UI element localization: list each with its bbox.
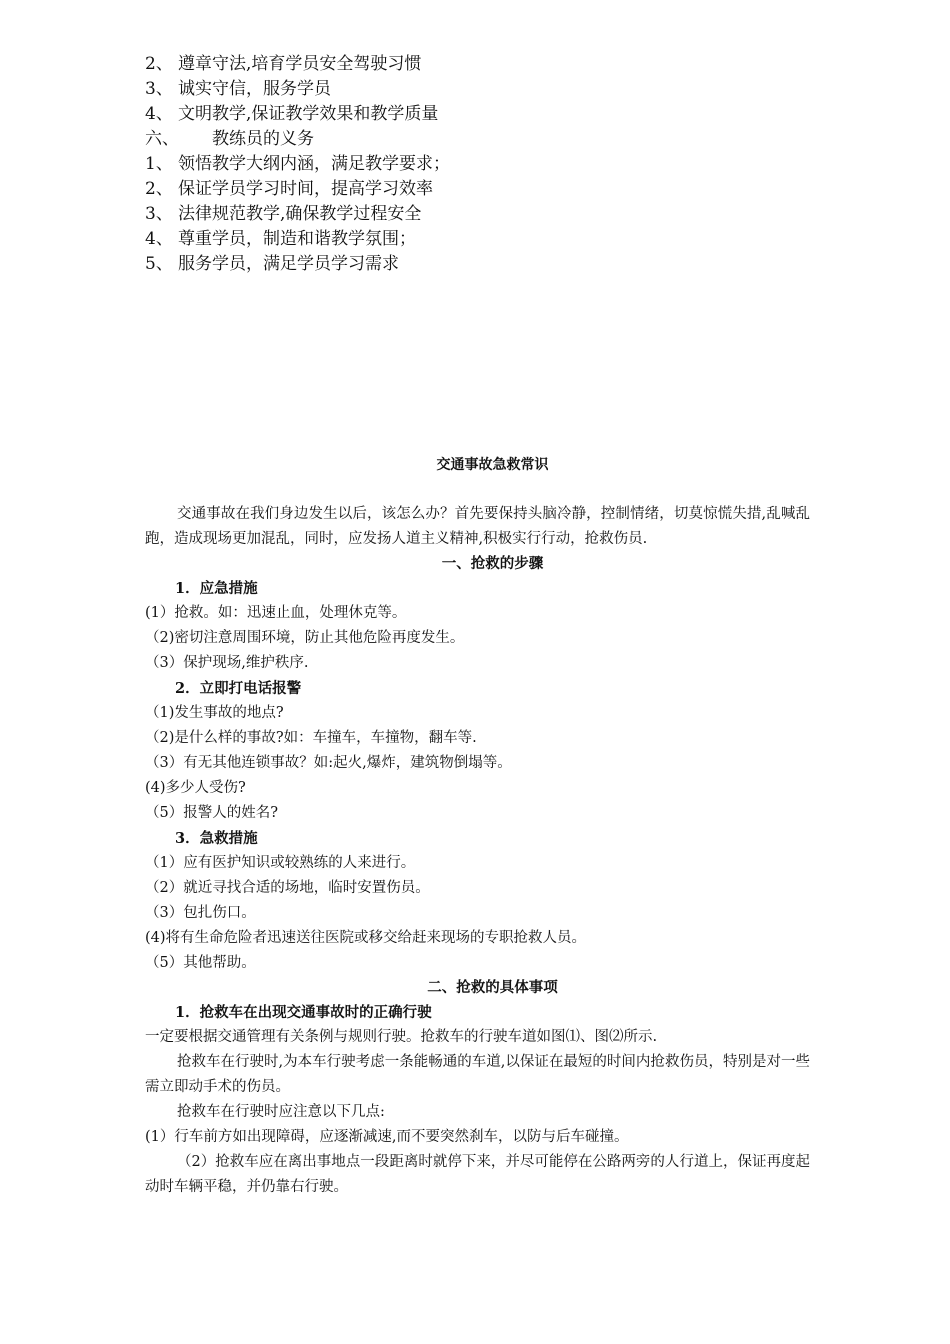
list-number: 4、 — [145, 104, 173, 124]
paragraph: (1）行车前方如出现障碍，应逐渐减速,而不要突然刹车，以防与后车碰撞。 — [145, 1129, 629, 1145]
list-item: （2)密切注意周围环境，防止其他危险再度发生。 — [145, 630, 465, 646]
list-item — [145, 152, 845, 177]
list-item: （3）有无其他连锁事故？如:起火,爆炸，建筑物倒塌等。 — [145, 755, 512, 771]
list-number: 3、 — [145, 79, 173, 99]
list-number: 1、 — [145, 154, 173, 174]
list-text: 文明教学,保证教学效果和教学质量 — [178, 104, 439, 124]
list-item — [145, 177, 845, 202]
list-item: （3）包扎伤口。 — [145, 905, 256, 921]
list-number: 4、 — [145, 229, 173, 249]
list-item: (1）抢救。如：迅速止血，处理休克等。 — [145, 605, 407, 621]
list-text: 服务学员，满足学员学习需求 — [178, 254, 399, 274]
list-item — [145, 227, 845, 252]
list-text: 诚实守信，服务学员 — [178, 79, 331, 99]
list-text: 领悟教学大纲内涵，满足教学要求； — [178, 154, 450, 174]
list-item: （5）其他帮助。 — [145, 955, 256, 971]
list-item — [145, 252, 845, 277]
paragraph: 抢救车在行驶时应注意以下几点: — [177, 1104, 385, 1120]
list-item: （1）应有医护知识或较熟练的人来进行。 — [145, 855, 416, 871]
list-item — [145, 77, 845, 102]
list-item: （2)是什么样的事故?如：车撞车，车撞物，翻车等. — [145, 730, 477, 746]
spacer — [145, 477, 810, 502]
list-number: 3、 — [145, 204, 173, 224]
paragraph: 一定要根据交通管理有关条例与规则行驶。抢救车的行驶车道如图⑴、图⑵所示. — [145, 1029, 658, 1045]
list-item: （2）就近寻找合适的场地，临时安置伤员。 — [145, 880, 430, 896]
duties-list — [145, 52, 845, 277]
section-heading-six — [145, 127, 845, 152]
list-text: 遵章守法,培育学员安全驾驶习惯 — [178, 54, 422, 74]
subheading: 2．立即打电话报警 — [175, 680, 302, 697]
list-number: 六、 — [145, 129, 179, 149]
subheading: 3．急救措施 — [175, 830, 258, 847]
list-item — [145, 202, 845, 227]
list-text: 法律规范教学,确保教学过程安全 — [178, 204, 422, 224]
subheading: 1．应急措施 — [175, 580, 258, 597]
intro-paragraph: 交通事故在我们身边发生以后，该怎么办？首先要保持头脑冷静，控制情绪，切莫惊慌失措,乱喊乱跑，造成现场更加混乱，同时，应发扬人道主义精神,积极实行行动，抢救伤员. — [145, 506, 810, 547]
list-item: （1)发生事故的地点? — [145, 705, 284, 721]
paragraph: 抢救车在行驶时,为本车行驶考虑一条能畅通的车道,以保证在最短的时间内抢救伤员，特别是对一些需立即动手术的伤员。 — [145, 1054, 810, 1095]
article — [145, 453, 810, 1200]
list-number: 5、 — [145, 254, 173, 274]
list-item — [145, 102, 845, 127]
list-item: （3）保护现场,维护秩序. — [145, 655, 309, 671]
list-number: 2、 — [145, 54, 173, 74]
section-heading: 二、抢救的具体事项 — [427, 979, 558, 996]
list-item: （5）报警人的姓名? — [145, 805, 278, 821]
section-heading: 一、抢救的步骤 — [441, 555, 544, 572]
list-item: (4)多少人受伤? — [145, 780, 246, 796]
subheading: 1．抢救车在出现交通事故时的正确行驶 — [175, 1004, 432, 1021]
paragraph: （2）抢救车应在离出事地点一段距离时就停下来，并尽可能停在公路两旁的人行道上，保证再度起动时车辆平稳，并仍靠右行驶。 — [145, 1154, 810, 1195]
list-text: 保证学员学习时间，提高学习效率 — [178, 179, 433, 199]
list-item — [145, 52, 845, 77]
list-text: 教练员的义务 — [212, 129, 314, 149]
list-item: (4)将有生命危险者迅速送往医院或移交给赶来现场的专职抢救人员。 — [145, 930, 587, 946]
article-title: 交通事故急救常识 — [436, 457, 549, 473]
list-text: 尊重学员，制造和谐教学氛围； — [178, 229, 416, 249]
list-number: 2、 — [145, 179, 173, 199]
